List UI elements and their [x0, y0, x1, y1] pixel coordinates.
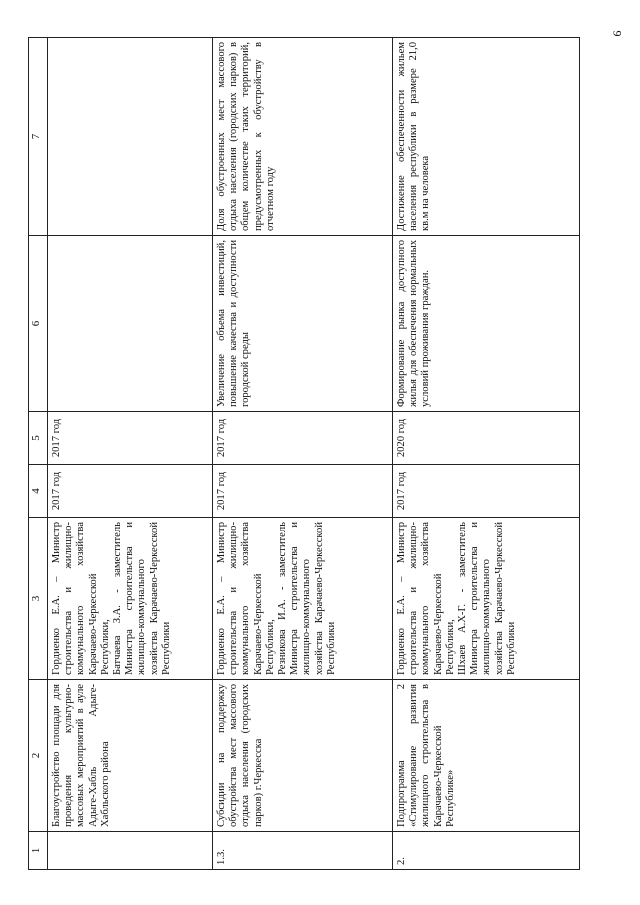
row-number: [48, 832, 213, 870]
responsible-persons: [48, 518, 213, 680]
row-number: 2.: [393, 832, 580, 870]
end-year: 2017 год: [48, 412, 213, 465]
header-row: [29, 38, 48, 870]
start-year: 2017 год: [48, 465, 213, 518]
start-year: 2017 год: [393, 465, 580, 518]
activity-name: Благоустройство площади для проведения культурно-массовых мероприятий в ауле Адыге-Хабль Адыге-Хабльского района: [48, 680, 213, 832]
responsible-person: Шхаев А.Х-Г. - заместитель Министра строительства и жилищно-коммунального хозяйства Карачаево-Черкесской Республики: [457, 522, 517, 675]
indicator: [48, 38, 213, 236]
row-number: 1.3.: [213, 832, 393, 870]
indicator: Достижение обеспеченности жильем населения республики в размере 21,0 кв.м на человека: [393, 38, 580, 236]
indicator: Доля обустроенных мест массового отдыха населения (городских парков) в общем количестве таких территорий, предусмотренных к обустройству в отчетном году: [213, 38, 393, 236]
table-row: [393, 38, 580, 870]
responsible-person: Батчаева З.А. - заместитель Министра строительства и жилищно-коммунального хозяйства Карачаево-Черкесской Республики: [112, 522, 172, 675]
expected-result: Увеличение объема инвестиций, повышение качества и доступности городской среды: [213, 236, 393, 412]
column-header: 3: [29, 518, 48, 680]
expected-result: [48, 236, 213, 412]
responsible-person: Гордиенко Е.А. – Министр строительства и жилищно-коммунального хозяйства Карачаево-Черкесской Республики,: [51, 522, 111, 675]
column-header: 6: [29, 236, 48, 412]
responsible-person: Гордиенко Е.А. – Министр строительства и жилищно-коммунального хозяйства Карачаево-Черкесской Республики,: [216, 522, 276, 675]
responsible-person: Резникова И.А. - заместитель Министра строительства и жилищно-коммунального хозяйства Карачаево-Черкесской Республики: [277, 522, 337, 675]
expected-result: Формирование рынка доступного жилья для обеспечения нормальных условий проживания граждан.: [393, 236, 580, 412]
column-header: 2: [29, 680, 48, 832]
activity-name: Субсидии на поддержку обустройства мест массового отдыха населения (городских парков) г.Черкесска: [213, 680, 393, 832]
activity-name: Подпрограмма 2 «Стимулирование развития жилищного строительства в Карачаево-Черкесской Республике»: [393, 680, 580, 832]
rotated-table-page: [28, 38, 580, 870]
start-year: 2017 год: [213, 465, 393, 518]
column-header: 1: [29, 832, 48, 870]
end-year: 2020 год: [393, 412, 580, 465]
table-row: [213, 38, 393, 870]
end-year: 2017 год: [213, 412, 393, 465]
column-header: 7: [29, 38, 48, 236]
table-row: [48, 38, 213, 870]
responsible-persons: [213, 518, 393, 680]
responsible-persons: [393, 518, 580, 680]
page-number: 9: [610, 30, 625, 37]
column-header: 4: [29, 465, 48, 518]
program-table: [28, 37, 580, 870]
column-header: 5: [29, 412, 48, 465]
responsible-person: Гордиенко Е.А. – Министр строительства и жилищно-коммунального хозяйства Карачаево-Черкесской Республики,: [396, 522, 456, 675]
